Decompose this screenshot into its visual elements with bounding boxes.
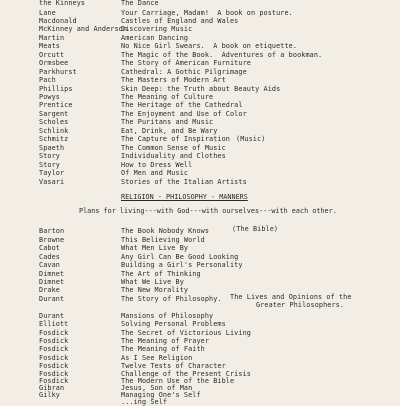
list-item-title: American Dancing — [121, 34, 189, 42]
list-item-author: Schmitz — [39, 135, 69, 143]
list-item-author: Schlink — [39, 127, 69, 135]
list-item-title: Discovering Music — [121, 25, 193, 33]
list-item-author: Scholes — [39, 118, 69, 126]
list-item-author: Parkhurst — [39, 68, 77, 76]
list-item-note-continuation: Greater Philosophers. — [256, 301, 345, 309]
list-item-title: Of Men and Music — [121, 169, 189, 177]
list-item-title: Mansions of Philosophy — [121, 312, 214, 320]
list-item-title: How to Dress Well — [121, 161, 193, 169]
list-item-author: Fosdick — [39, 345, 69, 353]
list-item-author: Cades — [39, 253, 60, 261]
list-item-author: Elliott — [39, 320, 69, 328]
list-item-author: Story — [39, 152, 60, 160]
list-item-title: The Secret of Victorious Living — [121, 329, 251, 337]
list-item-author: Ormsbee — [39, 59, 69, 67]
list-item-title: The Magic of the Book. Adventures of a bookman. — [121, 51, 323, 59]
list-item-author: Drake — [39, 286, 60, 294]
list-item-author: Fosdick — [39, 377, 69, 385]
list-item-title: Managing One's Self — [121, 391, 201, 399]
list-item-title: Jesus, Son of Man — [121, 384, 193, 392]
list-item-title: The Book Nobody Knows — [121, 227, 210, 235]
list-item-author: Story — [39, 161, 60, 169]
list-item-author: Fosdick — [39, 337, 69, 345]
list-item-title: The New Morality — [121, 286, 189, 294]
list-item-author: Spaeth — [39, 144, 65, 152]
list-item-note: The Lives and Opinions of the — [230, 293, 352, 301]
list-item-title: Twelve Tests of Character — [121, 362, 226, 370]
list-item-title: What We Live By — [121, 278, 184, 286]
list-item-title: The Common Sense of Music — [121, 144, 226, 152]
list-item-title: The Capture of Inspiration — [121, 135, 230, 143]
list-item-author: Gilky — [39, 391, 60, 399]
list-item-author: the Kinneys — [39, 0, 86, 7]
list-item-author: Martin — [39, 34, 65, 42]
list-item-author: Powys — [39, 93, 60, 101]
list-item-title: Challenge of the Present Crisis — [121, 370, 251, 378]
list-item-title: Any Girl Can Be Good Looking — [121, 253, 239, 261]
list-item-title: Castles of England and Wales — [121, 17, 239, 25]
list-item-author: Fosdick — [39, 370, 69, 378]
list-item-author: Gibran — [39, 384, 65, 392]
list-item-title: Building a Girl's Personality — [121, 261, 243, 269]
list-item-author: Dimnet — [39, 278, 65, 286]
list-item-title: ...ing Self — [121, 398, 168, 406]
list-item-title: The Meaning of Prayer — [121, 337, 210, 345]
list-item-author: Cabot — [39, 244, 60, 252]
list-item-title: The Story of Philosophy. — [121, 295, 222, 303]
list-item-author: Prentice — [39, 101, 73, 109]
list-item-note: (Music) — [236, 135, 266, 143]
list-item-author: Vasari — [39, 178, 65, 186]
list-item-author: Meats — [39, 42, 60, 50]
list-item-title: No Nice Girl Swears. A book on etiquette. — [121, 42, 298, 50]
list-item-title: The Dance — [121, 0, 159, 7]
list-item-title: The Story of American Furniture — [121, 59, 251, 67]
list-item-author: Phillips — [39, 85, 73, 93]
list-item-author: Pach — [39, 76, 56, 84]
section-heading: RELIGION - PHILOSOPHY - MANNERS — [121, 193, 248, 201]
list-item-author: Fosdick — [39, 329, 69, 337]
list-item-author: Durant — [39, 295, 65, 303]
list-item-author: Lane — [39, 9, 56, 17]
list-item-title: The Puritans and Music — [121, 118, 214, 126]
list-item-title: The Enjoyment and Use of Color — [121, 110, 247, 118]
list-item-author: Fosdick — [39, 354, 69, 362]
list-item-title: This Believing World — [121, 236, 205, 244]
list-item-title: Solving Personal Problems — [121, 320, 226, 328]
list-item-author: Orcutt — [39, 51, 65, 59]
list-item-title: Your Carriage, Madam! A book on posture. — [121, 9, 293, 17]
list-item-author: Dimnet — [39, 270, 65, 278]
list-item-title: As I See Religion — [121, 354, 193, 362]
list-item-title: The Meaning of Faith — [121, 345, 205, 353]
list-item-title: Eat, Drink, and Be Wary — [121, 127, 218, 135]
list-item-author: Browne — [39, 236, 65, 244]
list-item-title: The Art of Thinking — [121, 270, 201, 278]
list-item-title: The Masters of Modern Art — [121, 76, 226, 84]
list-item-author: Taylor — [39, 169, 65, 177]
list-item-author: Durant — [39, 312, 65, 320]
list-item-author: McKinney and Anderson — [39, 25, 128, 33]
list-item-author: Macdonald — [39, 17, 77, 25]
list-item-title: The Heritage of the Cathedral — [121, 101, 243, 109]
list-item-title: The Modern Use of the Bible — [121, 377, 235, 385]
list-item-author: Fosdick — [39, 362, 69, 370]
list-item-title: Stories of the Italian Artists — [121, 178, 247, 186]
list-item-note: (The Bible) — [232, 225, 279, 233]
section-subtitle: Plans for living---with God---with ourselves---with each other. — [79, 207, 337, 215]
list-item-author: Barton — [39, 227, 65, 235]
list-item-title: Individuality and Clothes — [121, 152, 226, 160]
list-item-title: Skin Deep: the Truth about Beauty Aids — [121, 85, 281, 93]
list-item-title: What Men Live By — [121, 244, 189, 252]
list-item-author: Cavan — [39, 261, 60, 269]
list-item-author: Sargent — [39, 110, 69, 118]
list-item-title: The Meaning of Culture — [121, 93, 214, 101]
list-item-title: Cathedral: A Gothic Pilgrimage — [121, 68, 247, 76]
